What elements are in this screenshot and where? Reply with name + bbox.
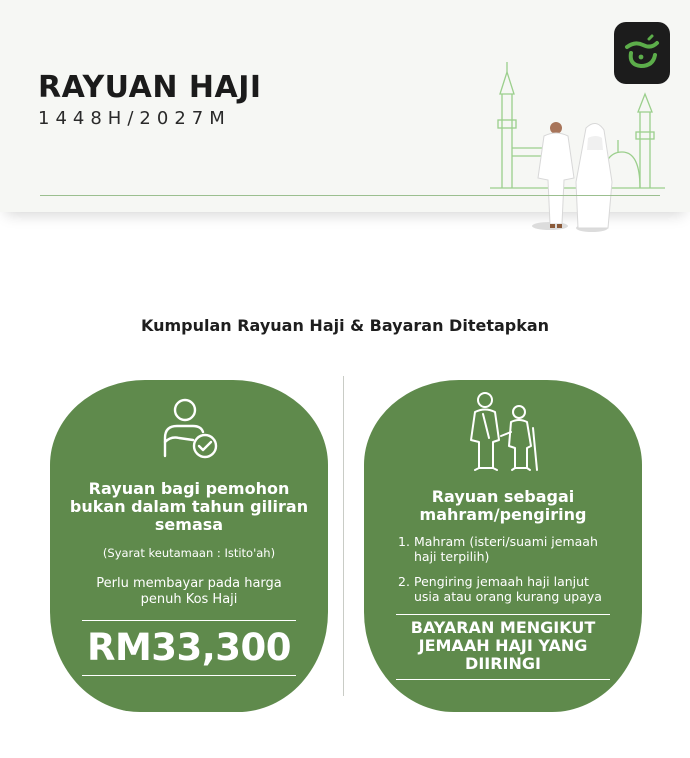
header-banner: [0, 0, 690, 212]
section-heading: Kumpulan Rayuan Haji & Bayaran Ditetapkan: [140, 316, 550, 335]
vertical-divider: [343, 376, 344, 696]
applicant-checkmark-icon: [153, 392, 225, 464]
appeal-card-mahram: [364, 380, 642, 712]
appeal-card-non-turn: [50, 380, 328, 712]
requirement-list: [398, 534, 614, 604]
list-item-text: Pengiring jemaah haji lanjut usia atau orang kurang upaya: [414, 574, 602, 604]
price-value: RM33,300: [86, 626, 292, 669]
card-title: Rayuan bagi pemohon bukan dalam tahun giliran semasa: [69, 479, 309, 534]
payment-note-bottom-line: [396, 679, 610, 680]
card-requirement-note: (Syarat keutamaan : Istito'ah): [102, 546, 276, 560]
header-divider: [40, 195, 660, 196]
female-pilgrim-figure: [576, 123, 612, 232]
male-pilgrim-figure: [532, 122, 574, 230]
list-item: [398, 574, 614, 604]
pilgrim-companions-icon: [457, 388, 549, 474]
price-bottom-line: [82, 675, 296, 676]
payment-note: BAYARAN MENGIKUT JEMAAH HAJI YANG DIIRINGI: [410, 618, 596, 673]
list-item-number: 1.: [398, 534, 410, 549]
list-item: [398, 534, 614, 564]
card-payment-text: Perlu membayar pada harga penuh Kos Haji: [96, 576, 282, 607]
pilgrims-mosque-illustration: [490, 60, 670, 235]
page-subtitle: 1448H/2027M: [38, 108, 231, 129]
card-title: Rayuan sebagai mahram/pengiring: [419, 487, 587, 524]
list-item-text: Mahram (isteri/suami jemaah haji terpilih): [414, 534, 598, 564]
page-title: RAYUAN HAJI: [38, 70, 262, 105]
list-item-number: 2.: [398, 574, 410, 589]
